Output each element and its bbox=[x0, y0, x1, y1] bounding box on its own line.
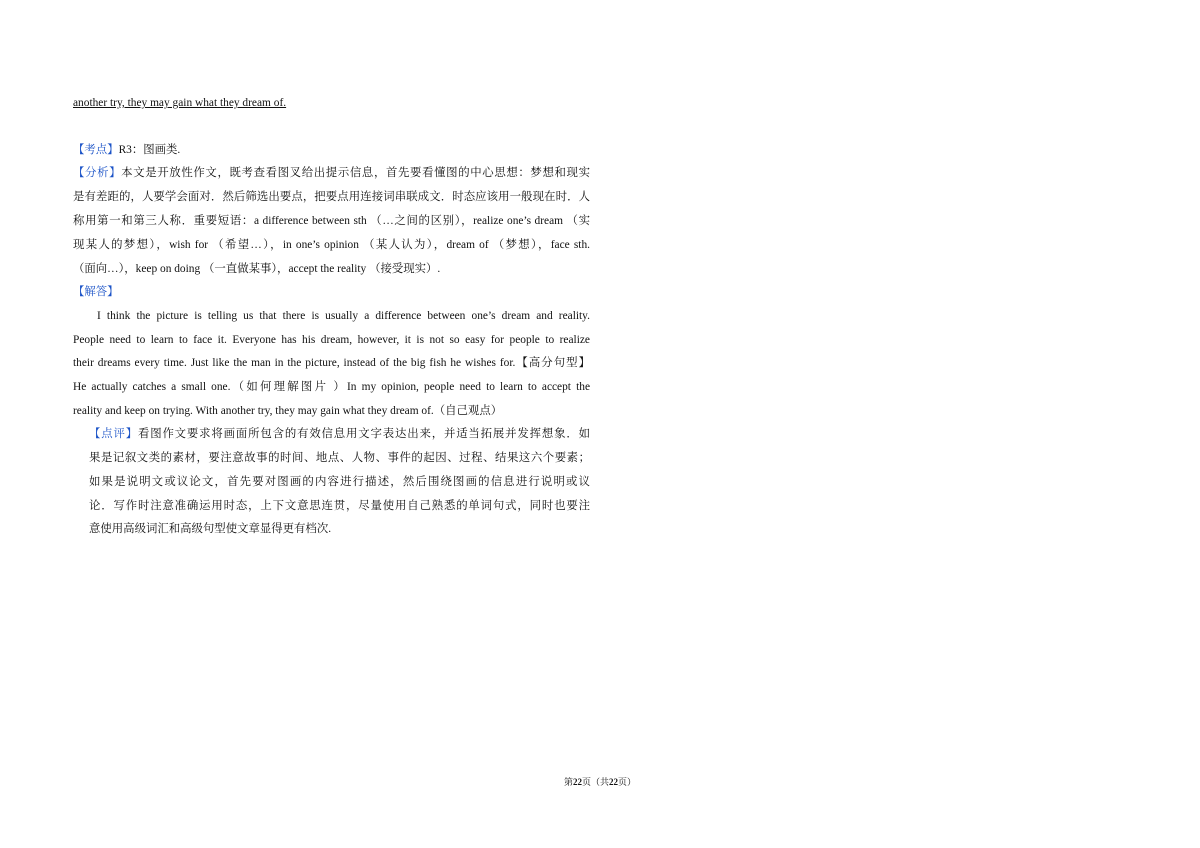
fenxi-line-2: 是有差距的，人要学会面对．然后筛选出要点，把要点用连接词串联成文．时态应该用一般现在时．人 bbox=[73, 191, 590, 203]
dianping-line-5: 意使用高级词汇和高级句型使文章显得更有档次. bbox=[89, 523, 332, 535]
jieda-line-1: I think the picture is telling us that there is usually a difference between one’s dream and reality. bbox=[97, 310, 590, 322]
footer-middle: 页（共 bbox=[581, 777, 609, 787]
jieda-line-2: People need to learn to face it. Everyone has his dream, however, it is not so easy for people to realize bbox=[73, 334, 590, 346]
carryover-line: another try, they may gain what they dream of. bbox=[73, 97, 287, 109]
jieda-line-4: He actually catches a small one.（如何理解图片 ）In my opinion, people need to learn to accept the bbox=[73, 381, 590, 393]
jieda-line-5: reality and keep on trying. With another try, they may gain what they dream of.（自己观点） bbox=[73, 405, 503, 417]
jieda-heading bbox=[73, 285, 590, 300]
fenxi-line-5: （面向…），keep on doing （一直做某事），accept the reality （接受现实）. bbox=[73, 263, 441, 275]
footer-prefix: 第 bbox=[563, 777, 573, 787]
fenxi-text-1: 本文是开放性作文，既考查看图叉给出提示信息，首先要看懂图的中心思想：梦想和现实 bbox=[121, 167, 590, 179]
dianping-tag: 【点评】 bbox=[89, 428, 138, 440]
fenxi-line-4: 现某人的梦想），wish for （希望…），in one’s opinion （某人认为），dream of （梦想），face sth. bbox=[73, 239, 590, 251]
footer-total-pages: 22 bbox=[609, 777, 618, 787]
dianping-line-1 bbox=[89, 427, 590, 442]
jieda-line-3: their dreams every time. Just like the man in the picture, instead of the big fish he wishes for.【高分句型】 bbox=[73, 357, 590, 369]
fenxi-tag: 【分析】 bbox=[73, 167, 122, 179]
footer-page-number: 22 bbox=[572, 777, 582, 787]
fenxi-line-1 bbox=[73, 166, 590, 181]
dianping-line-3: 如果是说明文或议论文，首先要对图画的内容进行描述，然后围绕图画的信息进行说明或议 bbox=[89, 476, 590, 488]
page-footer bbox=[0, 776, 1200, 788]
kaodian-paragraph bbox=[73, 143, 590, 158]
dianping-line-4: 论．写作时注意准确运用时态，上下文意思连贯，尽量使用自己熟悉的单词句式，同时也要注 bbox=[89, 500, 590, 512]
jieda-tag: 【解答】 bbox=[73, 286, 119, 298]
kaodian-text: R3：图画类. bbox=[118, 144, 181, 156]
dianping-text-1: 看图作文要求将画面所包含的有效信息用文字表达出来，并适当拓展并发挥想象．如 bbox=[137, 428, 590, 440]
dianping-line-2: 果是记叙文类的素材，要注意故事的时间、地点、人物、事件的起因、过程、结果这六个要素； bbox=[89, 452, 590, 464]
fenxi-line-3: 称用第一和第三人称．重要短语：a difference between sth （…之间的区别），realize one’s dream （实 bbox=[73, 215, 590, 227]
kaodian-tag: 【考点】 bbox=[73, 144, 119, 156]
footer-suffix: 页） bbox=[618, 777, 637, 787]
